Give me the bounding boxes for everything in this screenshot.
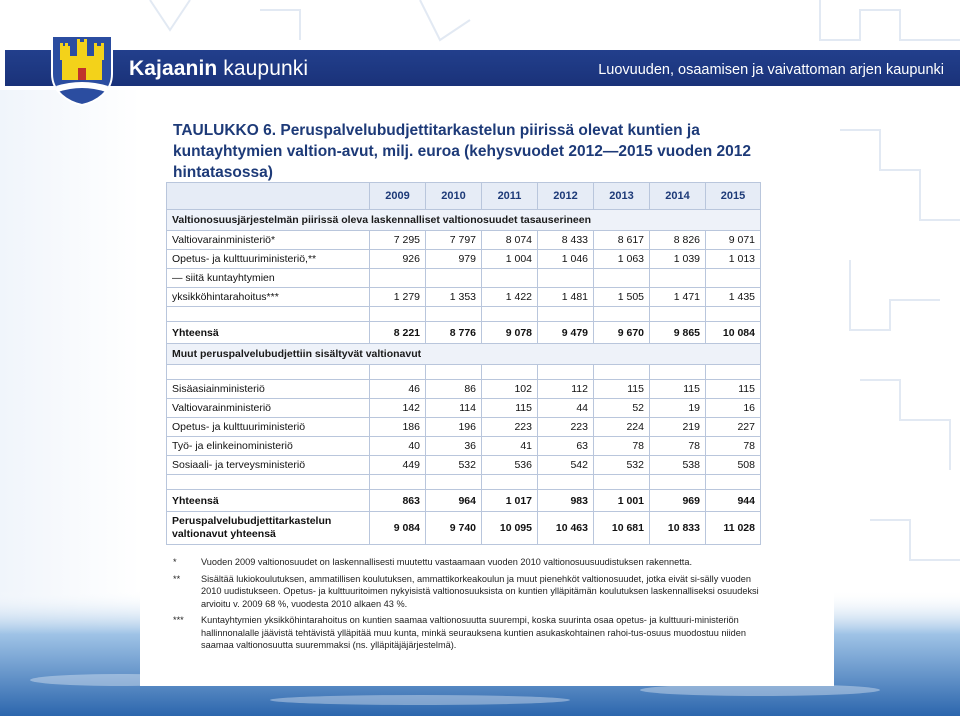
- row-value: 78: [706, 437, 761, 456]
- row-value: [594, 269, 650, 288]
- grand-total-row: [167, 512, 761, 545]
- row-value: 10 833: [650, 512, 706, 545]
- column-header-year: 2011: [482, 183, 538, 210]
- row-value: 52: [594, 399, 650, 418]
- row-value: 532: [426, 456, 482, 475]
- row-value: [426, 269, 482, 288]
- empty-cell: [538, 475, 594, 490]
- row-value: 8 221: [370, 322, 426, 344]
- row-value: 1 017: [482, 490, 538, 512]
- table-row: [167, 231, 761, 250]
- row-value: 40: [370, 437, 426, 456]
- row-value: 1 039: [650, 250, 706, 269]
- empty-cell: [370, 307, 426, 322]
- row-value: 9 740: [426, 512, 482, 545]
- column-header-year: 2014: [650, 183, 706, 210]
- row-value: 1 471: [650, 288, 706, 307]
- empty-cell: [482, 475, 538, 490]
- row-value: 964: [426, 490, 482, 512]
- row-value: 112: [538, 380, 594, 399]
- table-row: [167, 269, 761, 288]
- table-row: [167, 399, 761, 418]
- row-value: 979: [426, 250, 482, 269]
- row-label: Opetus- ja kulttuuriministeriö,**: [167, 250, 370, 269]
- empty-cell: [426, 307, 482, 322]
- row-value: 508: [706, 456, 761, 475]
- row-value: [650, 269, 706, 288]
- row-value: 115: [594, 380, 650, 399]
- row-value: 7 797: [426, 231, 482, 250]
- table-row: [167, 456, 761, 475]
- footnote-text: Kuntayhtymien yksikköhintarahoitus on kuntien saamaa valtionosuutta suurempi, koska suurinta osaa opetus- ja kulttuuri-ministeriön hallinnonalalle jäävistä tehtävistä ylläpitää muu kunta, minkä seurauksena kuntien asukaskohtainen rahoi-tus-osuus muodostuu niiden saamaa valtionosuutta suuremmaksi (ns. ylläpitäjäjärjestelmä).: [201, 615, 746, 650]
- row-label: Yhteensä: [167, 490, 370, 512]
- row-value: 532: [594, 456, 650, 475]
- row-value: 1 063: [594, 250, 650, 269]
- footnote: [173, 556, 763, 569]
- subtotal-row: [167, 322, 761, 344]
- row-value: 41: [482, 437, 538, 456]
- row-value: 1 422: [482, 288, 538, 307]
- empty-cell: [167, 475, 370, 490]
- row-value: 9 479: [538, 322, 594, 344]
- row-label: Opetus- ja kulttuuriministeriö: [167, 418, 370, 437]
- row-value: 9 865: [650, 322, 706, 344]
- row-value: 863: [370, 490, 426, 512]
- row-value: 186: [370, 418, 426, 437]
- section-title: Valtionosuusjärjestelmän piirissä oleva laskennalliset valtionosuudet tasauserineen: [167, 210, 761, 231]
- budget-table: [166, 182, 761, 545]
- footnote-text: Sisältää lukiokoulutuksen, ammatillisen koulutuksen, ammattikorkeakoulun ja muut pienehköt valtionosuudet, jotka eivät si-sälly vuoden 2010 uudistukseen. Opetus- ja kulttuuritoimen nykyisistä valtionosuuksista on kuntien ylläpitämän koulutuksen laskennalliseksi osuudeksi arvioitu v. 2009 68 %, vuodesta 2010 alkaen 43 %.: [201, 573, 759, 609]
- row-label: Yhteensä: [167, 322, 370, 344]
- footnote: [173, 614, 763, 652]
- row-value: 1 505: [594, 288, 650, 307]
- footnote-mark: ***: [173, 615, 184, 625]
- row-value: 1 353: [426, 288, 482, 307]
- table-row: [167, 288, 761, 307]
- table-header-row: [167, 183, 761, 210]
- empty-cell: [482, 307, 538, 322]
- table-row: [167, 380, 761, 399]
- subtotal-row: [167, 490, 761, 512]
- table-row: [167, 437, 761, 456]
- row-value: 223: [538, 418, 594, 437]
- row-value: 78: [650, 437, 706, 456]
- column-header-year: 2009: [370, 183, 426, 210]
- city-slogan: Luovuuden, osaamisen ja vaivattoman arjen kaupunki: [598, 62, 944, 78]
- row-value: 142: [370, 399, 426, 418]
- row-value: 8 776: [426, 322, 482, 344]
- row-value: 114: [426, 399, 482, 418]
- city-name-light: kaupunki: [223, 57, 309, 80]
- empty-cell: [426, 365, 482, 380]
- row-value: 11 028: [706, 512, 761, 545]
- header-label-cell: [167, 183, 370, 210]
- row-value: 63: [538, 437, 594, 456]
- row-value: 449: [370, 456, 426, 475]
- section-header-row: [167, 344, 761, 365]
- row-value: 8 433: [538, 231, 594, 250]
- empty-cell: [706, 307, 761, 322]
- row-value: 1 435: [706, 288, 761, 307]
- row-label: — siitä kuntayhtymien: [167, 269, 370, 288]
- row-value: 10 084: [706, 322, 761, 344]
- row-value: 9 084: [370, 512, 426, 545]
- row-value: 9 078: [482, 322, 538, 344]
- column-header-year: 2012: [538, 183, 594, 210]
- row-label: Työ- ja elinkeinoministeriö: [167, 437, 370, 456]
- empty-cell: [167, 307, 370, 322]
- kajaani-crest-logo: [50, 34, 114, 106]
- column-header-year: 2015: [706, 183, 761, 210]
- footnotes: [173, 556, 763, 656]
- empty-cell: [650, 307, 706, 322]
- row-label: Valtiovarainministeriö*: [167, 231, 370, 250]
- footnote: [173, 573, 763, 611]
- row-value: 102: [482, 380, 538, 399]
- empty-cell: [594, 475, 650, 490]
- table-row: [167, 418, 761, 437]
- row-value: 8 826: [650, 231, 706, 250]
- empty-cell: [167, 365, 370, 380]
- row-value: 538: [650, 456, 706, 475]
- empty-cell: [426, 475, 482, 490]
- row-value: 10 095: [482, 512, 538, 545]
- footnote-mark: **: [173, 573, 181, 584]
- city-name-logo: [129, 57, 308, 81]
- empty-cell: [538, 307, 594, 322]
- row-value: 36: [426, 437, 482, 456]
- empty-cell: [370, 475, 426, 490]
- empty-cell: [706, 365, 761, 380]
- row-value: 223: [482, 418, 538, 437]
- spacer-row: [167, 307, 761, 322]
- row-value: 115: [482, 399, 538, 418]
- row-value: [370, 269, 426, 288]
- spacer-row: [167, 365, 761, 380]
- row-value: 10 681: [594, 512, 650, 545]
- row-label: yksikköhintarahoitus***: [167, 288, 370, 307]
- empty-cell: [538, 365, 594, 380]
- row-value: 227: [706, 418, 761, 437]
- row-value: 9 071: [706, 231, 761, 250]
- row-value: 9 670: [594, 322, 650, 344]
- empty-cell: [482, 365, 538, 380]
- row-value: 536: [482, 456, 538, 475]
- row-value: 1 046: [538, 250, 594, 269]
- row-value: 224: [594, 418, 650, 437]
- row-value: 969: [650, 490, 706, 512]
- row-value: 44: [538, 399, 594, 418]
- empty-cell: [594, 307, 650, 322]
- empty-cell: [370, 365, 426, 380]
- row-value: [706, 269, 761, 288]
- table-row: [167, 250, 761, 269]
- row-label: Valtiovarainministeriö: [167, 399, 370, 418]
- row-value: 7 295: [370, 231, 426, 250]
- row-value: 8 617: [594, 231, 650, 250]
- city-name-bold: Kajaanin: [129, 57, 218, 80]
- row-value: 1 481: [538, 288, 594, 307]
- row-value: 196: [426, 418, 482, 437]
- row-value: 983: [538, 490, 594, 512]
- row-value: 219: [650, 418, 706, 437]
- table-title: TAULUKKO 6. Peruspalvelubudjettitarkastelun piirissä olevat kuntien ja kuntayhtymien valtion-avut, milj. euroa (kehysvuodet 2012—2015 vuoden 2012 hintatasossa): [173, 122, 752, 181]
- row-value: 16: [706, 399, 761, 418]
- row-value: 1 001: [594, 490, 650, 512]
- row-value: 8 074: [482, 231, 538, 250]
- row-value: 542: [538, 456, 594, 475]
- row-value: 115: [650, 380, 706, 399]
- empty-cell: [650, 475, 706, 490]
- row-value: 46: [370, 380, 426, 399]
- empty-cell: [650, 365, 706, 380]
- empty-cell: [594, 365, 650, 380]
- row-value: [538, 269, 594, 288]
- section-title: Muut peruspalvelubudjettiin sisältyvät valtionavut: [167, 344, 761, 365]
- row-value: 78: [594, 437, 650, 456]
- column-header-year: 2010: [426, 183, 482, 210]
- column-header-year: 2013: [594, 183, 650, 210]
- row-value: 1 013: [706, 250, 761, 269]
- row-value: 115: [706, 380, 761, 399]
- section-header-row: [167, 210, 761, 231]
- row-label: Peruspalvelubudjettitarkastelun valtionavut yhteensä: [167, 512, 370, 545]
- row-value: 86: [426, 380, 482, 399]
- row-value: 944: [706, 490, 761, 512]
- row-value: 10 463: [538, 512, 594, 545]
- row-label: Sosiaali- ja terveysministeriö: [167, 456, 370, 475]
- row-value: 1 004: [482, 250, 538, 269]
- row-value: [482, 269, 538, 288]
- footnote-mark: *: [173, 557, 177, 567]
- row-value: 1 279: [370, 288, 426, 307]
- row-value: 926: [370, 250, 426, 269]
- empty-cell: [706, 475, 761, 490]
- row-label: Sisäasiainministeriö: [167, 380, 370, 399]
- footnote-text: Vuoden 2009 valtionosuudet on laskennallisesti muutettu vastaamaan vuoden 2010 valtionosuusuudistuksen rakennetta.: [201, 557, 693, 567]
- spacer-row: [167, 475, 761, 490]
- row-value: 19: [650, 399, 706, 418]
